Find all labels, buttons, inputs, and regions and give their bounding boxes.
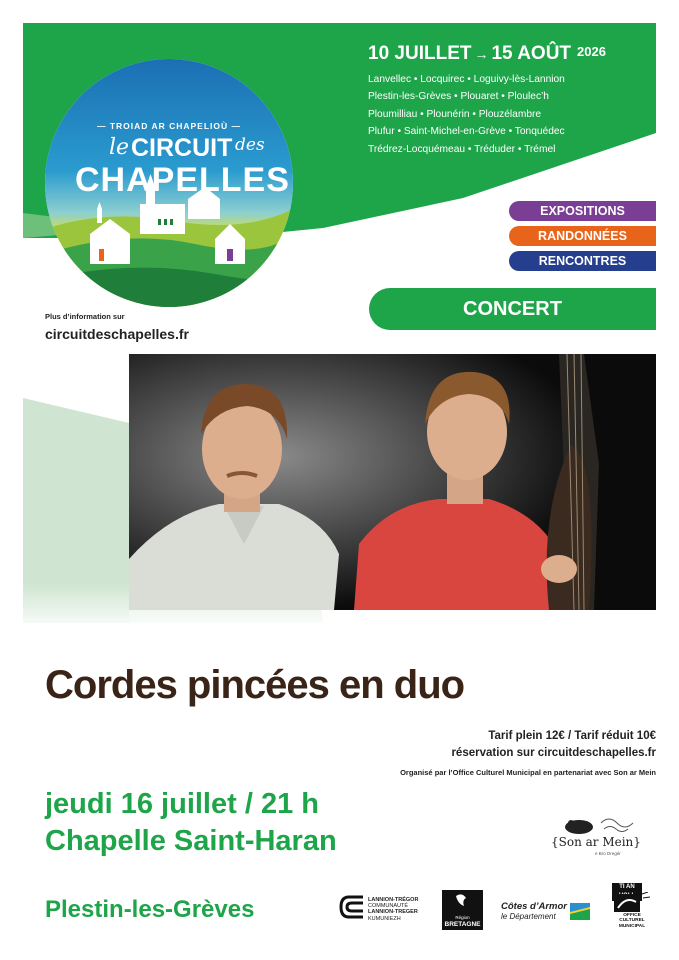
lannion-tregor-logo xyxy=(339,893,439,933)
reservation-text: réservation sur circuitdeschapelles.fr xyxy=(451,747,656,759)
info-label: Plus d’information sur xyxy=(45,312,125,321)
region-name: BRETAGNE xyxy=(444,921,481,928)
concert-banner: CONCERT xyxy=(369,288,656,330)
town-line: Lanvellec • Locquirec • Loguivy-lès-Lannion xyxy=(368,74,565,85)
date-end: 15 AOÛT xyxy=(491,43,572,64)
town-list xyxy=(368,71,648,158)
organiser-note: Organisé par l’Office Culturel Municipal en partenariat avec Son ar Mein xyxy=(400,768,656,777)
website-link[interactable]: circuitdeschapelles.fr xyxy=(45,326,189,342)
lt-line: COMMUNAUTÉ xyxy=(368,903,409,910)
event-venue: Chapelle Saint-Haran xyxy=(45,825,337,857)
omc-line: CULTUREL xyxy=(619,918,645,924)
omc-line: OFFICE xyxy=(623,913,641,918)
omc-text xyxy=(612,913,652,929)
sonarmein-sub: e Bro Dregér xyxy=(595,851,621,856)
omc-line: MUNICIPAL xyxy=(618,923,646,929)
logo-le: le xyxy=(109,135,130,160)
event-city: Plestin-les-Grèves xyxy=(45,896,255,923)
logo-des: des xyxy=(235,135,265,155)
randonnees-badge: RANDONNÉES xyxy=(509,226,656,246)
son-ar-mein-logo xyxy=(549,813,644,863)
region-bretagne-logo xyxy=(442,890,483,930)
date-start: 10 JUILLET xyxy=(368,43,472,64)
logo-subtitle: — TROIAD AR CHAPELIOÙ — xyxy=(96,121,242,131)
cotes-armor-logo xyxy=(501,901,596,925)
town-line: Plufur • Saint-Michel-en-Grève • Tonquédec xyxy=(368,126,565,138)
tarif-text: Tarif plein 12€ / Tarif réduit 10€ xyxy=(488,730,656,742)
town-line: Plestin-les-Grèves • Plouaret • Ploulec’h xyxy=(368,91,549,103)
office-culturel-logo xyxy=(612,883,656,935)
arrow-icon: → xyxy=(474,46,489,62)
logo-circuit: CIRCUIT xyxy=(131,134,233,162)
circuit-logo xyxy=(45,59,293,307)
ermine-icon xyxy=(442,890,483,912)
omc-top: TI AN xyxy=(612,883,642,901)
town-line: Ploumilliau • Plounérin • Plouzélambre xyxy=(368,108,542,120)
expositions-badge: EXPOSITIONS xyxy=(509,201,656,221)
event-date: jeudi 16 juillet / 21 h xyxy=(45,788,319,820)
event-dates xyxy=(368,43,606,65)
sonarmein-icon xyxy=(549,813,644,837)
pricing xyxy=(451,728,656,762)
region-label: Région xyxy=(455,915,470,920)
lt-line: LANNION-TRÉGOR xyxy=(368,897,419,903)
cotes-armor-sub: le Département xyxy=(501,912,556,921)
cotes-armor-name: Côtes d’Armor xyxy=(501,901,567,912)
omc-icon xyxy=(612,892,652,914)
year: 2026 xyxy=(577,44,606,59)
musicians-photo xyxy=(129,354,656,610)
lannion-tregor-text xyxy=(368,897,418,922)
lt-line: LANNION-TREGER xyxy=(368,909,418,916)
poster xyxy=(23,23,656,937)
lannion-tregor-icon xyxy=(339,893,367,921)
event-title: Cordes pincées en duo xyxy=(45,663,465,707)
departement-icon xyxy=(570,903,590,920)
town-line: Trédrez-Locquémeau • Tréduder • Trémel xyxy=(368,143,556,155)
logo-chapelles: CHAPELLES xyxy=(75,161,290,199)
rencontres-badge: RENCONTRES xyxy=(509,251,656,271)
lt-line: KUMUNIEZH xyxy=(368,915,401,922)
sonarmein-name: {Son ar Mein} xyxy=(551,835,641,849)
musicians-illustration xyxy=(129,354,656,610)
